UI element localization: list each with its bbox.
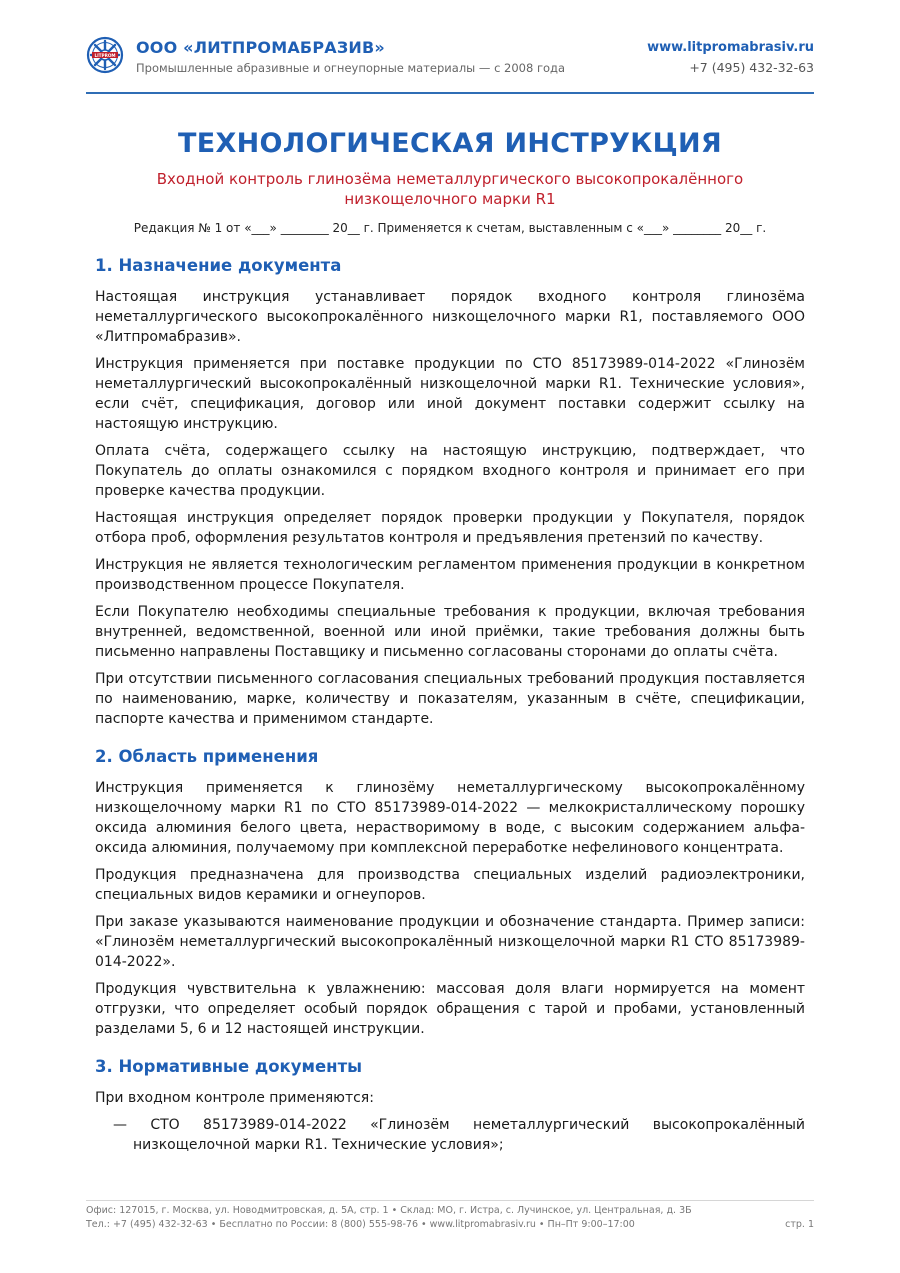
page-number: стр. 1 xyxy=(785,1219,814,1230)
header-divider xyxy=(86,92,814,94)
logo-text: LITPROM xyxy=(94,53,116,58)
paragraph: Инструкция применяется при поставке продукции по СТО 85173989-014-2022 «Глинозём неметаллургический высокопрокалённый низкощелочной марки R1. Технические условия», если счёт, спецификация, договор или иной документ поставки содержит ссылку на настоящую инструкцию. xyxy=(95,356,805,432)
company-logo-icon xyxy=(86,36,124,74)
company-tagline: Промышленные абразивные и огнеупорные материалы — с 2008 года xyxy=(136,61,566,75)
paragraph: Если Покупателю необходимы специальные требования к продукции, включая требования внутренней, ведомственной, военной или иной приёмки, такие требования должны быть письменно направлены Поставщику и письменно согласованы сторонами до оплаты счёта. xyxy=(95,604,805,660)
paragraph: При входном контроле применяются: xyxy=(95,1090,374,1106)
paragraph: Инструкция не является технологическим регламентом применения продукции в конкретном производственном процессе Покупателя. xyxy=(95,557,805,593)
edition-line: Редакция № 1 от «___» ________ 20__ г. Применяется к счетам, выставленным с «___» ________ 20__ г. xyxy=(133,221,767,235)
letterhead xyxy=(86,34,814,94)
footer-contacts: Тел.: +7 (495) 432-32-63 • Бесплатно по России: 8 (800) 555-98-76 • www.litpromabrasiv.ru • Пн–Пт 9:00–17:00 xyxy=(86,1219,635,1230)
paragraph: При заказе указываются наименование продукции и обозначение стандарта. Пример записи: «Глинозём неметаллургический высокопрокалённый низкощелочной марки R1 СТО 85173989-014-2022». xyxy=(95,914,805,970)
website-link[interactable]: www.litpromabrasiv.ru xyxy=(647,40,814,55)
phone-number: +7 (495) 432-32-63 xyxy=(689,60,814,75)
subtitle-line-2: низкощелочного марки R1 xyxy=(344,190,556,208)
section-scope xyxy=(95,746,805,1039)
document-body xyxy=(95,255,805,1172)
footer-addresses: Офис: 127015, г. Москва, ул. Новодмитровская, д. 5А, стр. 1 • Склад: МО, г. Истра, с. Лучинское, ул. Центральная, д. 3Б xyxy=(86,1205,692,1216)
paragraph: Настоящая инструкция устанавливает порядок входного контроля глинозёма неметаллургического высокопрокалённого низкощелочного марки R1, поставляемого ООО «Литпромабразив». xyxy=(95,289,805,345)
section-normative-documents xyxy=(95,1056,805,1155)
footer-divider xyxy=(86,1200,814,1201)
list-item: — СТО 85173989-014-2022 «Глинозём неметаллургический высокопрокалённый низкощелочной марки R1. Технические условия»; xyxy=(113,1117,805,1153)
section-heading: 1. Назначение документа xyxy=(95,256,342,275)
document-title: ТЕХНОЛОГИЧЕСКАЯ ИНСТРУКЦИЯ xyxy=(178,128,722,159)
paragraph: При отсутствии письменного согласования специальных требований продукция поставляется по наименованию, марке, количеству и показателям, указанным в счёте, спецификации, паспорте качества и применимом стандарте. xyxy=(95,671,805,727)
paragraph: Инструкция применяется к глинозёму неметаллургическому высокопрокалённому низкощелочному марки R1 по СТО 85173989-014-2022 — мелкокристаллическому порошку оксида алюминия белого цвета, нерастворимому в воде, с высоким содержанием альфа-оксида алюминия, получаемому при комплексной переработке нефелинового концентрата. xyxy=(95,780,805,856)
section-heading: 2. Область применения xyxy=(95,747,319,766)
section-heading: 3. Нормативные документы xyxy=(95,1057,363,1076)
section-purpose xyxy=(95,255,805,729)
subtitle-line-1: Входной контроль глинозёма неметаллургического высокопрокалённого xyxy=(156,170,744,188)
paragraph: Продукция чувствительна к увлажнению: массовая доля влаги нормируется на момент отгрузки, что определяет особый порядок обращения с тарой и пробами, установленный разделами 5, 6 и 12 настоящей инструкции. xyxy=(95,981,805,1037)
paragraph: Настоящая инструкция определяет порядок проверки продукции у Покупателя, порядок отбора проб, оформления результатов контроля и предъявления претензий по качеству. xyxy=(95,510,805,546)
normative-list xyxy=(95,1115,805,1155)
paragraph: Оплата счёта, содержащего ссылку на настоящую инструкцию, подтверждает, что Покупатель до оплаты ознакомился с порядком входного контроля и принимает его при проверке качества продукции. xyxy=(95,443,805,499)
document-subtitle xyxy=(130,169,770,209)
company-name: ООО «ЛИТПРОМАБРАЗИВ» xyxy=(136,38,385,57)
paragraph: Продукция предназначена для производства специальных изделий радиоэлектроники, специальных видов керамики и огнеупоров. xyxy=(95,867,805,903)
